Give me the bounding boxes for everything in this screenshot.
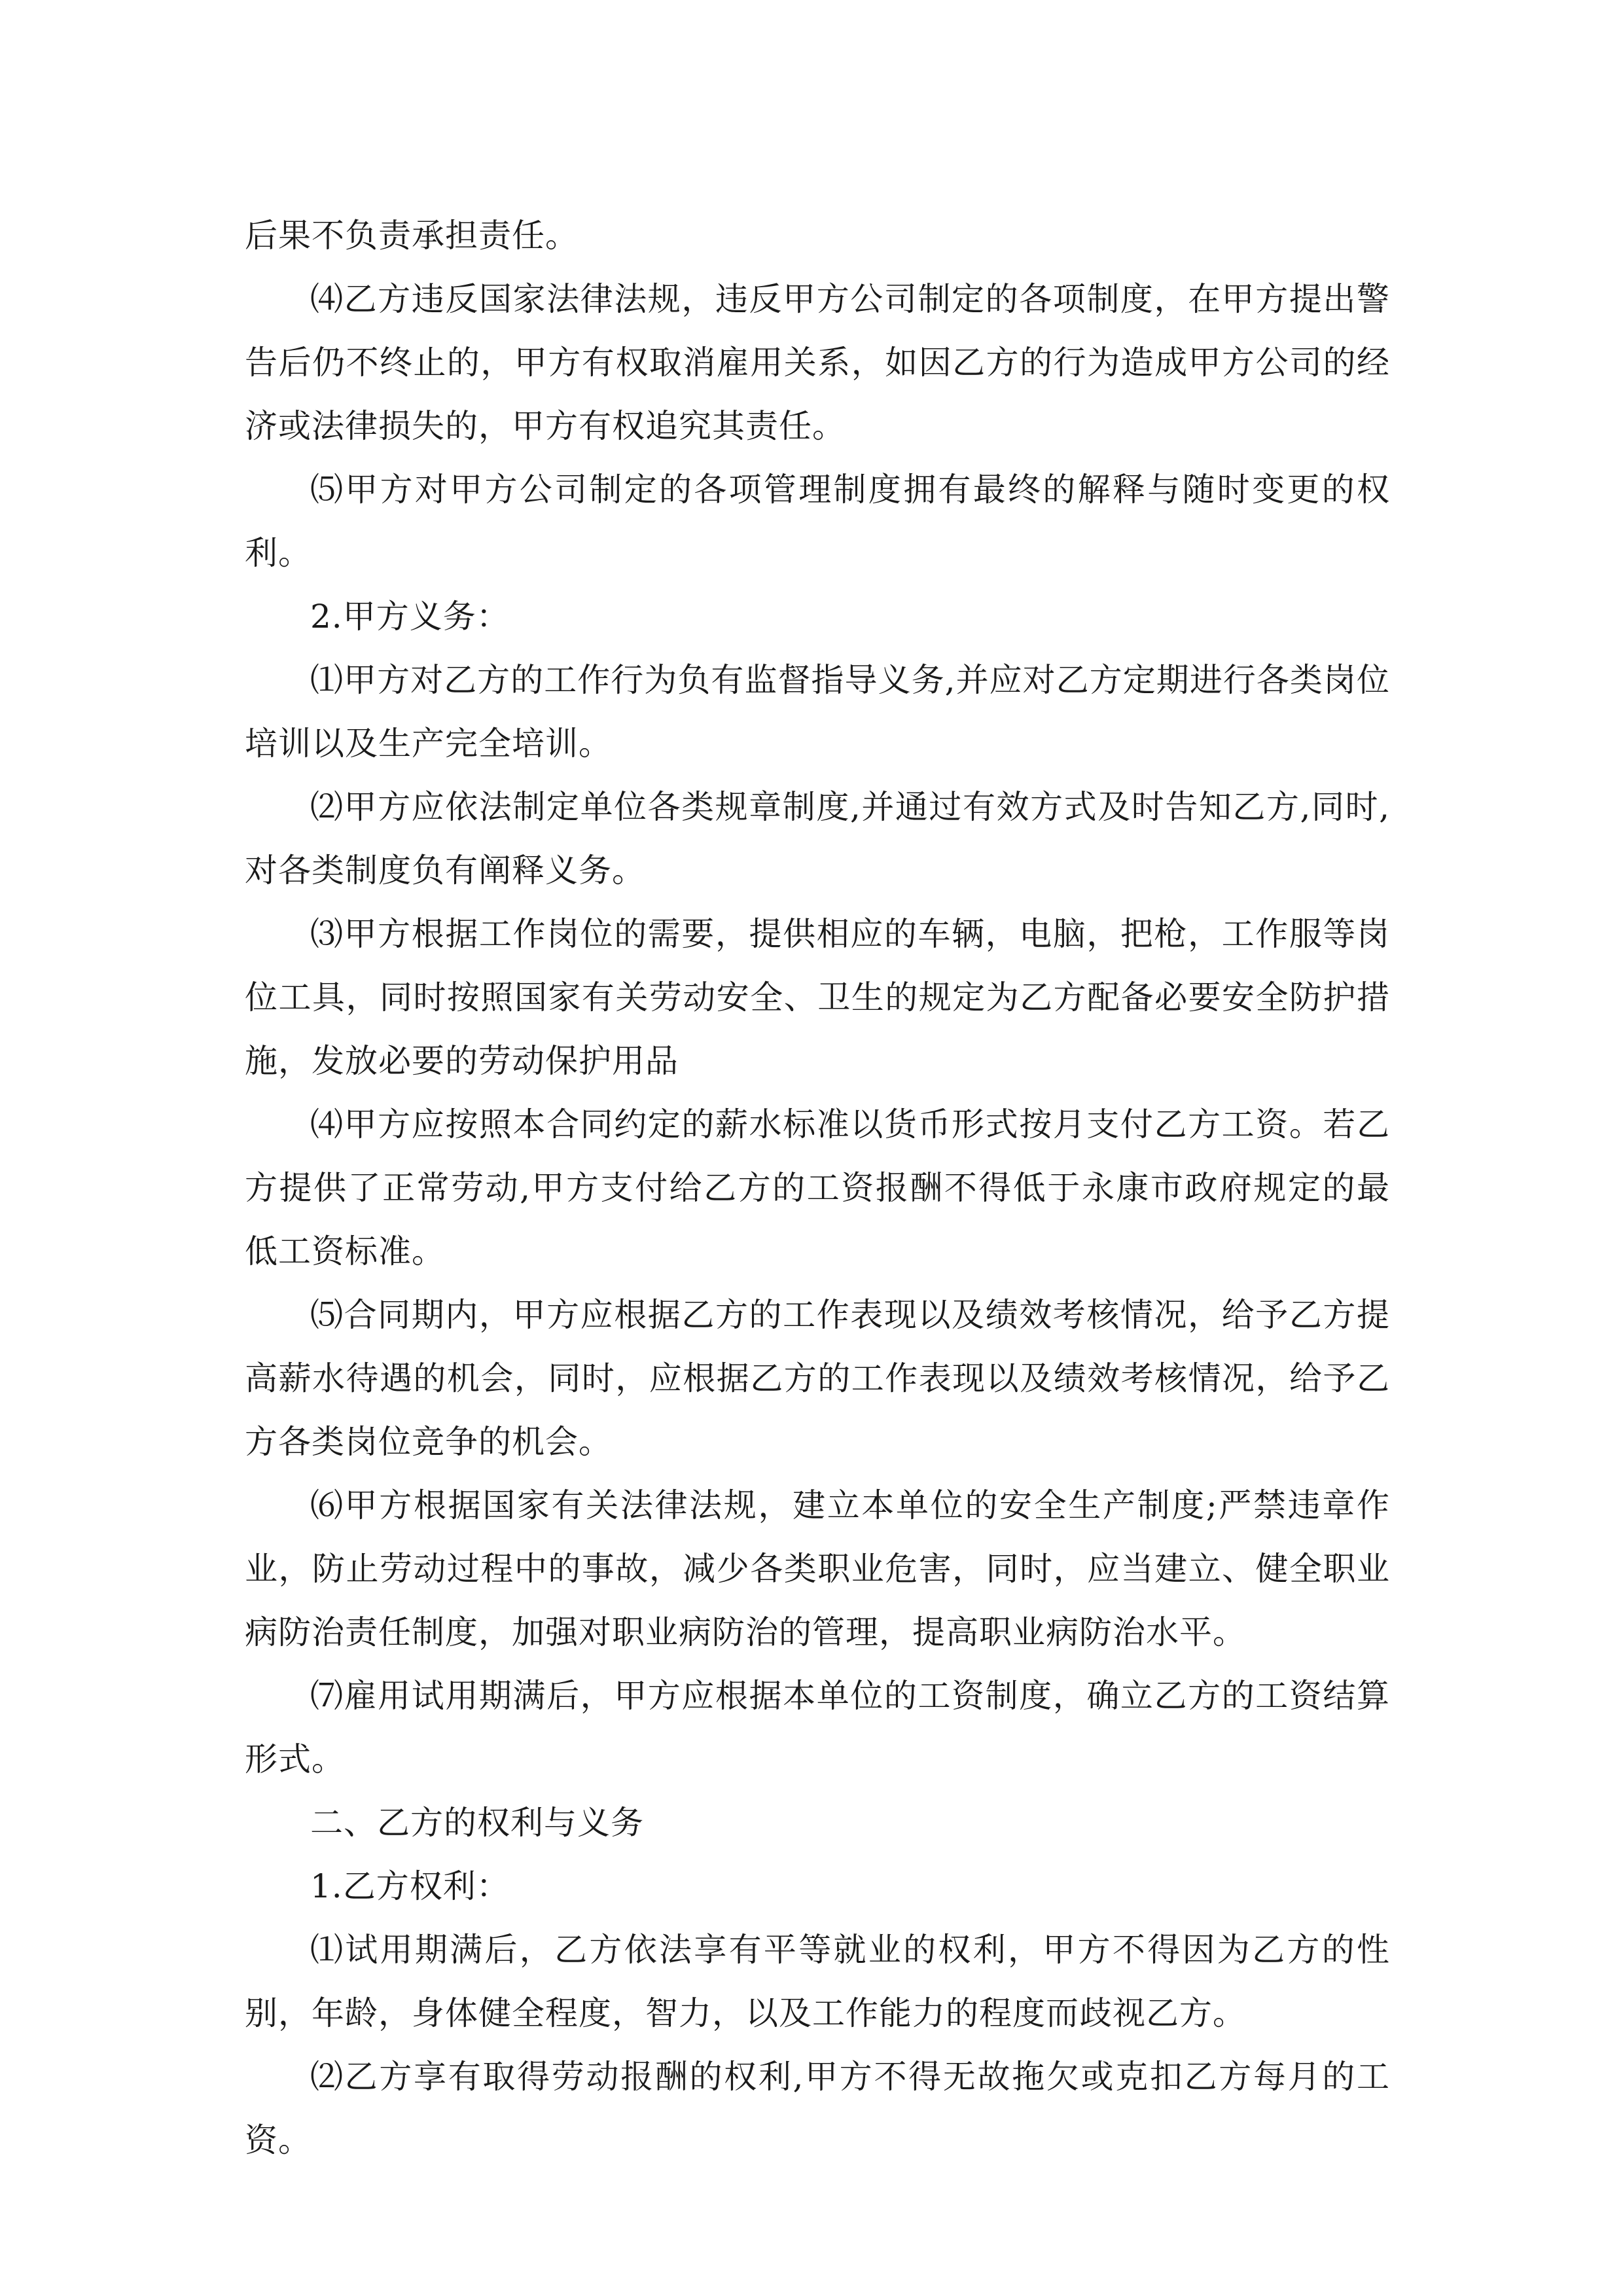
paragraph-party-b-right-1: ⑴试用期满后，乙方依法享有平等就业的权利，甲方不得因为乙方的性别，年龄，身体健全程度，智力，以及工作能力的程度而歧视乙方。 bbox=[245, 1931, 1390, 2032]
paragraph-party-a-obligation-2: ⑵甲方应依法制定单位各类规章制度,并通过有效方式及时告知乙方,同时,对各类制度负有阐释义务。 bbox=[245, 788, 1390, 889]
paragraph-party-a-obligation-3: ⑶甲方根据工作岗位的需要，提供相应的车辆，电脑，把枪，工作服等岗位工具，同时按照国家有关劳动安全、卫生的规定为乙方配备必要安全防护措施，发放必要的劳动保护用品 bbox=[245, 915, 1390, 1080]
paragraph-party-a-obligation-1: ⑴甲方对乙方的工作行为负有监督指导义务,并应对乙方定期进行各类岗位培训以及生产完全培训。 bbox=[245, 661, 1390, 762]
paragraph-party-a-obligation-5: ⑸合同期内，甲方应根据乙方的工作表现以及绩效考核情况，给予乙方提高薪水待遇的机会，同时，应根据乙方的工作表现以及绩效考核情况，给予乙方各类岗位竞争的机会。 bbox=[245, 1296, 1390, 1461]
heading-party-a-obligations: 2.甲方义务： bbox=[310, 598, 510, 636]
paragraph-party-a-obligation-6: ⑹甲方根据国家有关法律法规，建立本单位的安全生产制度;严禁违章作业，防止劳动过程中的事故，减少各类职业危害，同时，应当建立、健全职业病防治责任制度，加强对职业病防治的管理，提高职业病防治水平。 bbox=[245, 1486, 1390, 1651]
heading-party-b-rights-obligations: 二、乙方的权利与义务 bbox=[310, 1804, 644, 1842]
paragraph-party-a-obligation-7: ⑺雇用试用期满后，甲方应根据本单位的工资制度，确立乙方的工资结算形式。 bbox=[245, 1677, 1390, 1778]
paragraph-party-a-right-5: ⑸甲方对甲方公司制定的各项管理制度拥有最终的解释与随时变更的权利。 bbox=[245, 471, 1390, 572]
paragraph-party-a-obligation-4: ⑷甲方应按照本合同约定的薪水标准以货币形式按月支付乙方工资。若乙方提供了正常劳动,甲方支付给乙方的工资报酬不得低于永康市政府规定的最低工资标准。 bbox=[245, 1105, 1390, 1270]
document-body bbox=[245, 204, 1390, 2172]
paragraph-party-b-right-2: ⑵乙方享有取得劳动报酬的权利,甲方不得无故拖欠或克扣乙方每月的工资。 bbox=[245, 2058, 1390, 2159]
paragraph-party-a-right-4: ⑷乙方违反国家法律法规，违反甲方公司制定的各项制度，在甲方提出警告后仍不终止的，甲方有权取消雇用关系，如因乙方的行为造成甲方公司的经济或法律损失的，甲方有权追究其责任。 bbox=[245, 280, 1390, 445]
paragraph-continuation: 后果不负责承担责任。 bbox=[245, 217, 579, 255]
heading-party-b-rights: 1.乙方权利： bbox=[310, 1867, 510, 1905]
